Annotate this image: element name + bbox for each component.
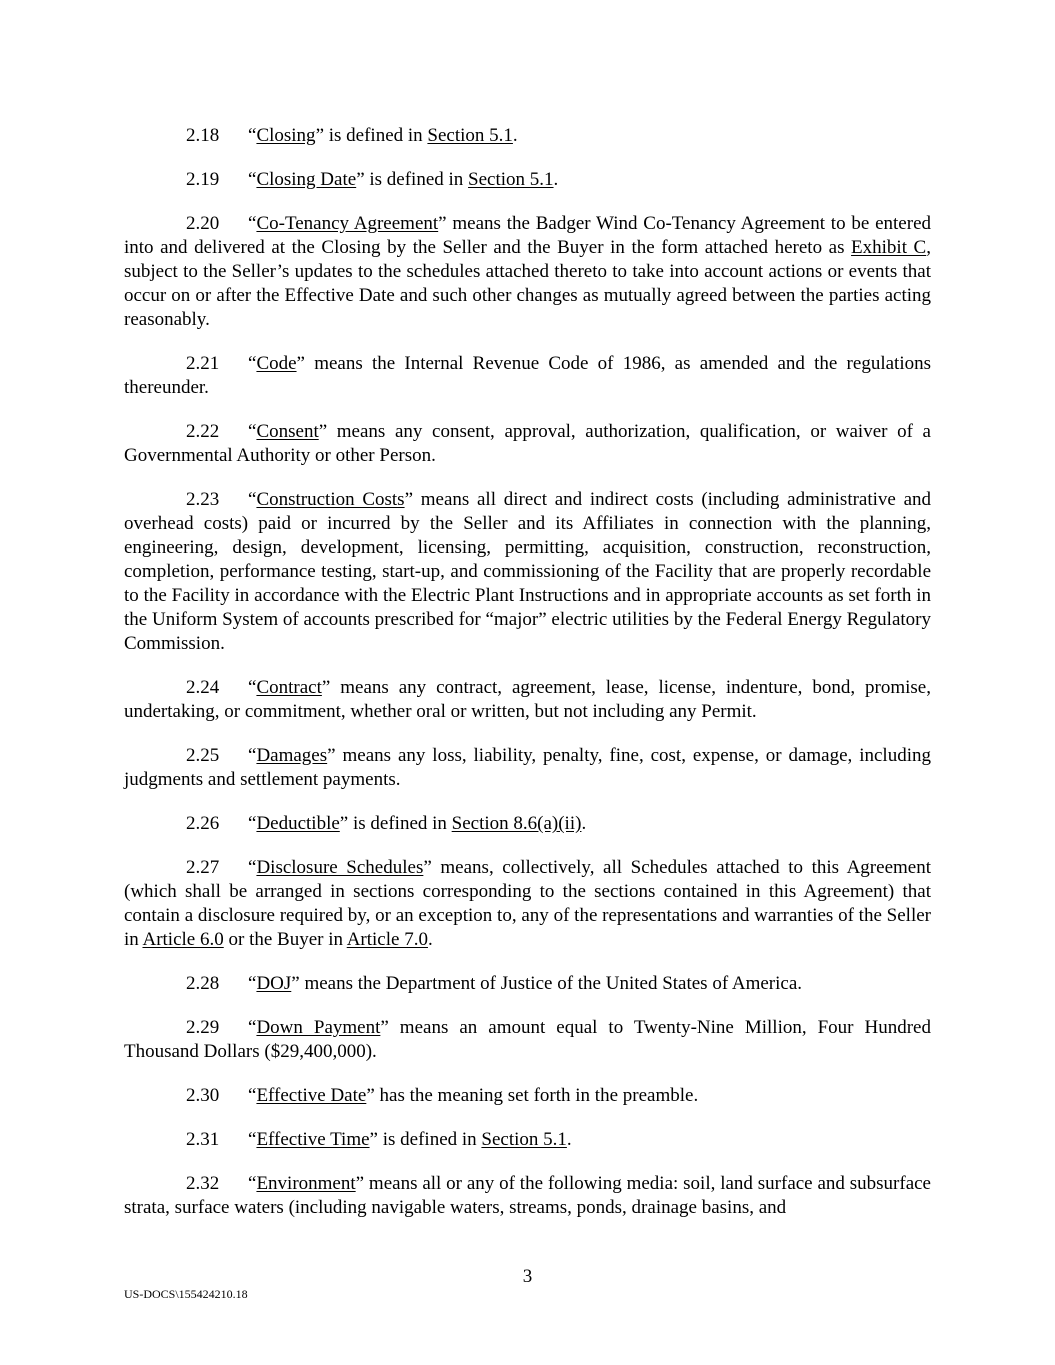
defined-term: Down Payment [256, 1017, 381, 1038]
definition-text: ” means any consent, approval, authorization, qualification, or waiver of a Governmental Authority or other Person. [124, 421, 931, 466]
definition-2-30 [124, 1084, 931, 1108]
definition-tail: . [427, 929, 433, 950]
definition-2-26 [124, 812, 931, 836]
definitions-list [124, 124, 931, 1240]
definition-text: ” means all or any of the following media: soil, land surface and subsurface strata, surface waters (including navigable waters, streams, ponds, drainage basins, and [124, 1173, 931, 1218]
defined-term: Damages [256, 745, 328, 766]
definition-text: ” means any contract, agreement, lease, license, indenture, bond, promise, undertaking, or commitment, whether oral or written, but not including any Permit. [124, 677, 931, 722]
definition-tail: . [581, 813, 587, 834]
open-quote: “ [248, 1129, 257, 1150]
definition-text: ” is defined in [369, 1129, 482, 1150]
definition-2-20 [124, 212, 931, 332]
definition-2-29 [124, 1016, 931, 1064]
definition-number: 2.24 [186, 677, 220, 698]
definition-2-18 [124, 124, 931, 148]
definition-2-32 [124, 1172, 931, 1220]
definition-number: 2.29 [186, 1017, 220, 1038]
cross-reference: Section 5.1 [427, 125, 513, 146]
definition-text: ” is defined in [315, 125, 428, 146]
definition-2-28 [124, 972, 931, 996]
definition-text-between: or the Buyer in [223, 929, 347, 950]
definition-number: 2.31 [186, 1129, 220, 1150]
definition-number: 2.32 [186, 1173, 220, 1194]
definition-2-21 [124, 352, 931, 400]
definition-2-31 [124, 1128, 931, 1152]
open-quote: “ [248, 1017, 257, 1038]
definition-tail: . [512, 125, 518, 146]
defined-term: Environment [256, 1173, 356, 1194]
cross-reference: Article 6.0 [142, 929, 224, 950]
open-quote: “ [248, 973, 257, 994]
definition-text: ” means the Internal Revenue Code of 1986, as amended and the regulations thereunder. [124, 353, 931, 398]
definition-text: ” means the Badger Wind Co-Tenancy Agreement to be entered into and delivered at the Closing by the Seller and the Buyer in the form attached hereto as [124, 213, 931, 258]
defined-term: DOJ [256, 973, 292, 994]
definition-text: ” is defined in [339, 813, 452, 834]
definition-2-25 [124, 744, 931, 792]
definition-text: ” means the Department of Justice of the United States of America. [291, 973, 803, 994]
definition-number: 2.25 [186, 745, 220, 766]
open-quote: “ [248, 857, 257, 878]
definition-number: 2.21 [186, 353, 220, 374]
definition-2-19 [124, 168, 931, 192]
cross-reference: Article 7.0 [346, 929, 428, 950]
definition-number: 2.23 [186, 489, 220, 510]
definition-2-27 [124, 856, 931, 952]
definition-number: 2.22 [186, 421, 220, 442]
open-quote: “ [248, 125, 257, 146]
defined-term: Contract [256, 677, 322, 698]
definition-text: ” has the meaning set forth in the preamble. [366, 1085, 699, 1106]
cross-reference: Exhibit C [851, 237, 927, 258]
defined-term: Co-Tenancy Agreement [256, 213, 439, 234]
defined-term: Deductible [256, 813, 340, 834]
definition-text: ” means an amount equal to Twenty-Nine Million, Four Hundred Thousand Dollars ($29,400,000). [124, 1017, 931, 1062]
definition-number: 2.19 [186, 169, 220, 190]
cross-reference: Section 8.6(a)(ii) [451, 813, 582, 834]
open-quote: “ [248, 745, 257, 766]
definition-text: ” means, collectively, all Schedules attached to this Agreement (which shall be arranged in sections corresponding to the sections contained in this Agreement) that contain a disclosure required by, or an exception to, any of the representations and warranties of the Seller in [124, 857, 931, 950]
definition-text: ” means all direct and indirect costs (including administrative and overhead costs) paid or incurred by the Seller and its Affiliates in connection with the planning, engineering, design, development, licensing, permitting, acquisition, construction, reconstruction, completion, performance testing, start-up, and commissioning of the Facility that are properly recordable to the Facility in accordance with the Electric Plant Instructions and in appropriate accounts as set forth in the Uniform System of accounts prescribed for “major” electric utilities by the Federal Energy Regulatory Commission. [124, 489, 932, 654]
open-quote: “ [248, 1173, 257, 1194]
defined-term: Closing Date [256, 169, 357, 190]
definition-2-22 [124, 420, 931, 468]
open-quote: “ [248, 677, 257, 698]
open-quote: “ [248, 421, 257, 442]
definition-tail: , subject to the Seller’s updates to the schedules attached thereto to take into account actions or events that occur on or after the Effective Date and such other changes as mutually agreed between the parties acting reasonably. [124, 237, 931, 330]
document-id: US-DOCS\155424210.18 [124, 1287, 248, 1301]
cross-reference: Section 5.1 [468, 169, 554, 190]
definition-2-24 [124, 676, 931, 724]
definition-text: ” is defined in [356, 169, 469, 190]
open-quote: “ [248, 1085, 257, 1106]
definition-text: ” means any loss, liability, penalty, fine, cost, expense, or damage, including judgments and settlement payments. [124, 745, 931, 790]
open-quote: “ [248, 353, 257, 374]
open-quote: “ [248, 169, 257, 190]
definition-number: 2.27 [186, 857, 220, 878]
definition-tail: . [566, 1129, 572, 1150]
cross-reference: Section 5.1 [481, 1129, 567, 1150]
defined-term: Code [256, 353, 297, 374]
definition-number: 2.26 [186, 813, 220, 834]
defined-term: Effective Time [256, 1129, 370, 1150]
definition-2-23 [124, 488, 931, 656]
page-number: 3 [522, 1266, 533, 1287]
definition-number: 2.18 [186, 125, 220, 146]
defined-term: Effective Date [256, 1085, 367, 1106]
open-quote: “ [248, 213, 257, 234]
defined-term: Construction Costs [256, 489, 405, 510]
definition-number: 2.20 [186, 213, 220, 234]
definition-number: 2.30 [186, 1085, 220, 1106]
defined-term: Disclosure Schedules [256, 857, 424, 878]
defined-term: Consent [256, 421, 319, 442]
defined-term: Closing [256, 125, 316, 146]
definition-tail: . [553, 169, 559, 190]
open-quote: “ [248, 813, 257, 834]
definition-number: 2.28 [186, 973, 220, 994]
open-quote: “ [248, 489, 257, 510]
